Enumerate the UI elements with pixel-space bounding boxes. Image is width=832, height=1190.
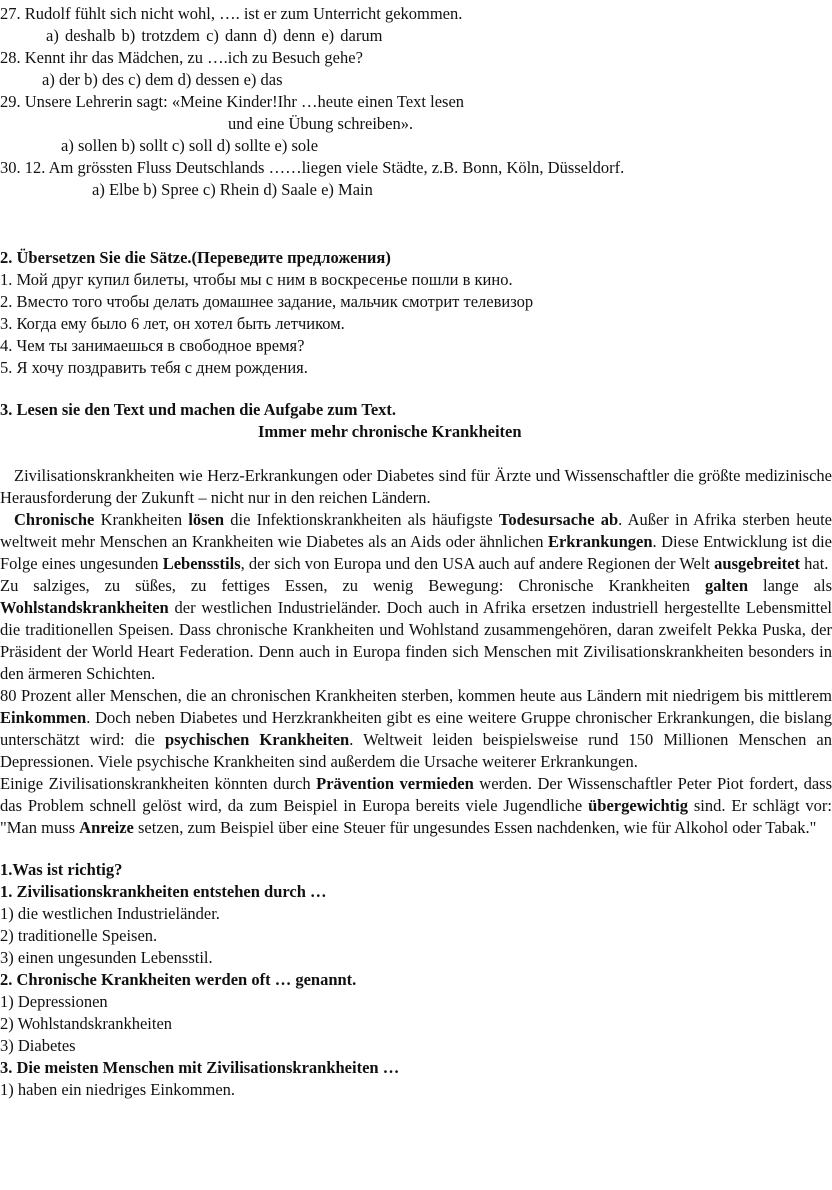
spacer xyxy=(0,839,816,859)
quiz-answer: 1) die westlichen Industrieländer. xyxy=(0,904,220,923)
quiz-answer: 2) traditionelle Speisen. xyxy=(0,926,158,945)
spacer xyxy=(0,201,816,247)
text-run: die Infektionskrankheiten als häufigste xyxy=(224,510,499,529)
section-2-heading: 2. Übersetzen Sie die Sätze.(Переведите предложения) xyxy=(0,248,391,267)
bold-term: ausgebreitet xyxy=(714,554,800,573)
bold-term: übergewichtig xyxy=(588,796,688,815)
spacer xyxy=(0,443,816,465)
exercise-30-stem: 30. 12. Am grössten Fluss Deutschlands ……liegen viele Städte, z.B. Bonn, Köln, Düsseldorf. xyxy=(0,158,625,177)
text-run: der westlichen Industrieländer. Doch auch in Afrika ersetzen industriell hergestellte Lebensmittel die traditionellen Speisen. Dass chronische Krankheiten und Wohlstand zusammengehören, daran zweifelt Pekka Puska, der Präsident der World Heart Federation. Denn auch in Europa finden sich Menschen mit Zivilisationskrankheiten besonders in den ärmeren Schichten. xyxy=(0,598,832,683)
spacer xyxy=(0,379,816,399)
text-run: , der sich von Europa und den USA auch auf andere Regionen der Welt xyxy=(240,554,715,573)
bold-term: Anreize xyxy=(79,818,134,837)
quiz-answer: 2) Wohlstandskrankheiten xyxy=(0,1014,173,1033)
exercise-29-stem-continued: und eine Übung schreiben». xyxy=(228,114,414,133)
text-title: Immer mehr chronische Krankheiten xyxy=(258,422,522,441)
bold-term: Einkommen xyxy=(0,708,87,727)
exercise-27-stem: 27. Rudolf fühlt sich nicht wohl, …. ist er zum Unterricht gekommen. xyxy=(0,4,463,23)
bold-term: Todesursache ab xyxy=(498,510,619,529)
quiz-answer: 1) haben ein niedriges Einkommen. xyxy=(0,1080,236,1099)
bold-term: Chronische xyxy=(14,510,95,529)
bold-term: galten xyxy=(704,576,749,595)
bold-term: Wohlstandskrankheiten xyxy=(0,598,169,617)
bold-term: Lebensstils xyxy=(162,554,241,573)
text-run: lange als xyxy=(748,576,832,595)
text-paragraph-5 xyxy=(0,773,832,839)
quiz-answer: 1) Depressionen xyxy=(0,992,108,1011)
translation-sentence-3: 3. Когда ему было 6 лет, он хотел быть летчиком. xyxy=(0,314,345,333)
text-paragraph-4 xyxy=(0,685,832,773)
text-run: . Weltweit leiden beispielsweise rund 150 Millionen Menschen an Depressionen. Viele psychische Krankheiten sind außerdem die Ursache weiterer Erkrankungen. xyxy=(0,730,832,771)
text-run: werden. Der Wissenschaftler Peter Piot fordert, dass das Problem schnell gelöst wird, da zum Beispiel in Europa bereits viele Jugendliche xyxy=(0,774,832,815)
text-run: . Doch neben Diabetes und Herzkrankheiten gibt es eine weitere Gruppe chronischer Erkrankungen, die bislang unterschätzt wird: die xyxy=(0,708,832,749)
quiz-heading: 1.Was ist richtig? xyxy=(0,860,123,879)
quiz-answer: 3) einen ungesunden Lebensstil. xyxy=(0,948,213,967)
translation-sentence-4: 4. Чем ты занимаешься в свободное время? xyxy=(0,336,305,355)
exercise-28-stem: 28. Kennt ihr das Mädchen, zu ….ich zu Besuch gehe? xyxy=(0,48,363,67)
text-run: . Außer in Afrika sterben heute weltweit mehr Menschen an Krankheiten wie Diabetes als an Aids oder ähnlichen xyxy=(0,510,832,551)
text-run: setzen, zum Beispiel über eine Steuer für ungesundes Essen nachdenken, wie für Alkohol oder Tabak." xyxy=(133,818,817,837)
section-3-heading: 3. Lesen sie den Text und machen die Aufgabe zum Text. xyxy=(0,400,397,419)
bold-term: lösen xyxy=(188,510,225,529)
text-run: sind. Er schlägt vor: "Man muss xyxy=(0,796,832,837)
text-run: Einige Zivilisationskrankheiten könnten durch xyxy=(0,774,317,793)
exercise-27-options: a) deshalb b) trotzdem c) dann d) denn e) darum xyxy=(46,26,383,45)
exercise-30-options: a) Elbe b) Spree c) Rhein d) Saale e) Main xyxy=(92,180,373,199)
text-paragraph-1: Zivilisationskrankheiten wie Herz-Erkrankungen oder Diabetes sind für Ärzte und Wissenschaftler die größte medizinische Herausforderung der Zukunft – nicht nur in den reichen Ländern. xyxy=(0,466,832,507)
text-run: Zu salziges, zu süßes, zu fettiges Essen, zu wenig Bewegung: Chronische Krankheiten xyxy=(0,576,705,595)
exercise-28-options: a) der b) des c) dem d) dessen e) das xyxy=(42,70,283,89)
translation-sentence-1: 1. Мой друг купил билеты, чтобы мы с ним в воскресенье пошли в кино. xyxy=(0,270,513,289)
text-run: hat. xyxy=(800,554,829,573)
quiz-question-1: 1. Zivilisationskrankheiten entstehen durch … xyxy=(0,882,327,901)
text-paragraph-3 xyxy=(0,575,832,685)
text-run: 80 Prozent aller Menschen, die an chronischen Krankheiten sterben, kommen heute aus Ländern mit niedrigem bis mittlerem xyxy=(0,686,832,705)
translation-sentence-2: 2. Вместо того чтобы делать домашнее задание, мальчик смотрит телевизор xyxy=(0,292,534,311)
quiz-answer: 3) Diabetes xyxy=(0,1036,76,1055)
text-paragraph-2 xyxy=(0,509,832,575)
quiz-question-3: 3. Die meisten Menschen mit Zivilisationskrankheiten … xyxy=(0,1058,400,1077)
text-run: Krankheiten xyxy=(94,510,189,529)
quiz-question-2: 2. Chronische Krankheiten werden oft … genannt. xyxy=(0,970,357,989)
text-run: . Diese Entwicklung ist die Folge eines ungesunden xyxy=(0,532,832,573)
exercise-29-stem: 29. Unsere Lehrerin sagt: «Meine Kinder!Ihr …heute einen Text lesen xyxy=(0,92,465,111)
bold-term: Prävention vermieden xyxy=(316,774,474,793)
exercise-29-options: a) sollen b) sollt c) soll d) sollte e) sole xyxy=(61,136,319,155)
bold-term: Erkrankungen xyxy=(547,532,653,551)
bold-term: psychischen Krankheiten xyxy=(164,730,350,749)
translation-sentence-5: 5. Я хочу поздравить тебя с днем рождения. xyxy=(0,358,308,377)
